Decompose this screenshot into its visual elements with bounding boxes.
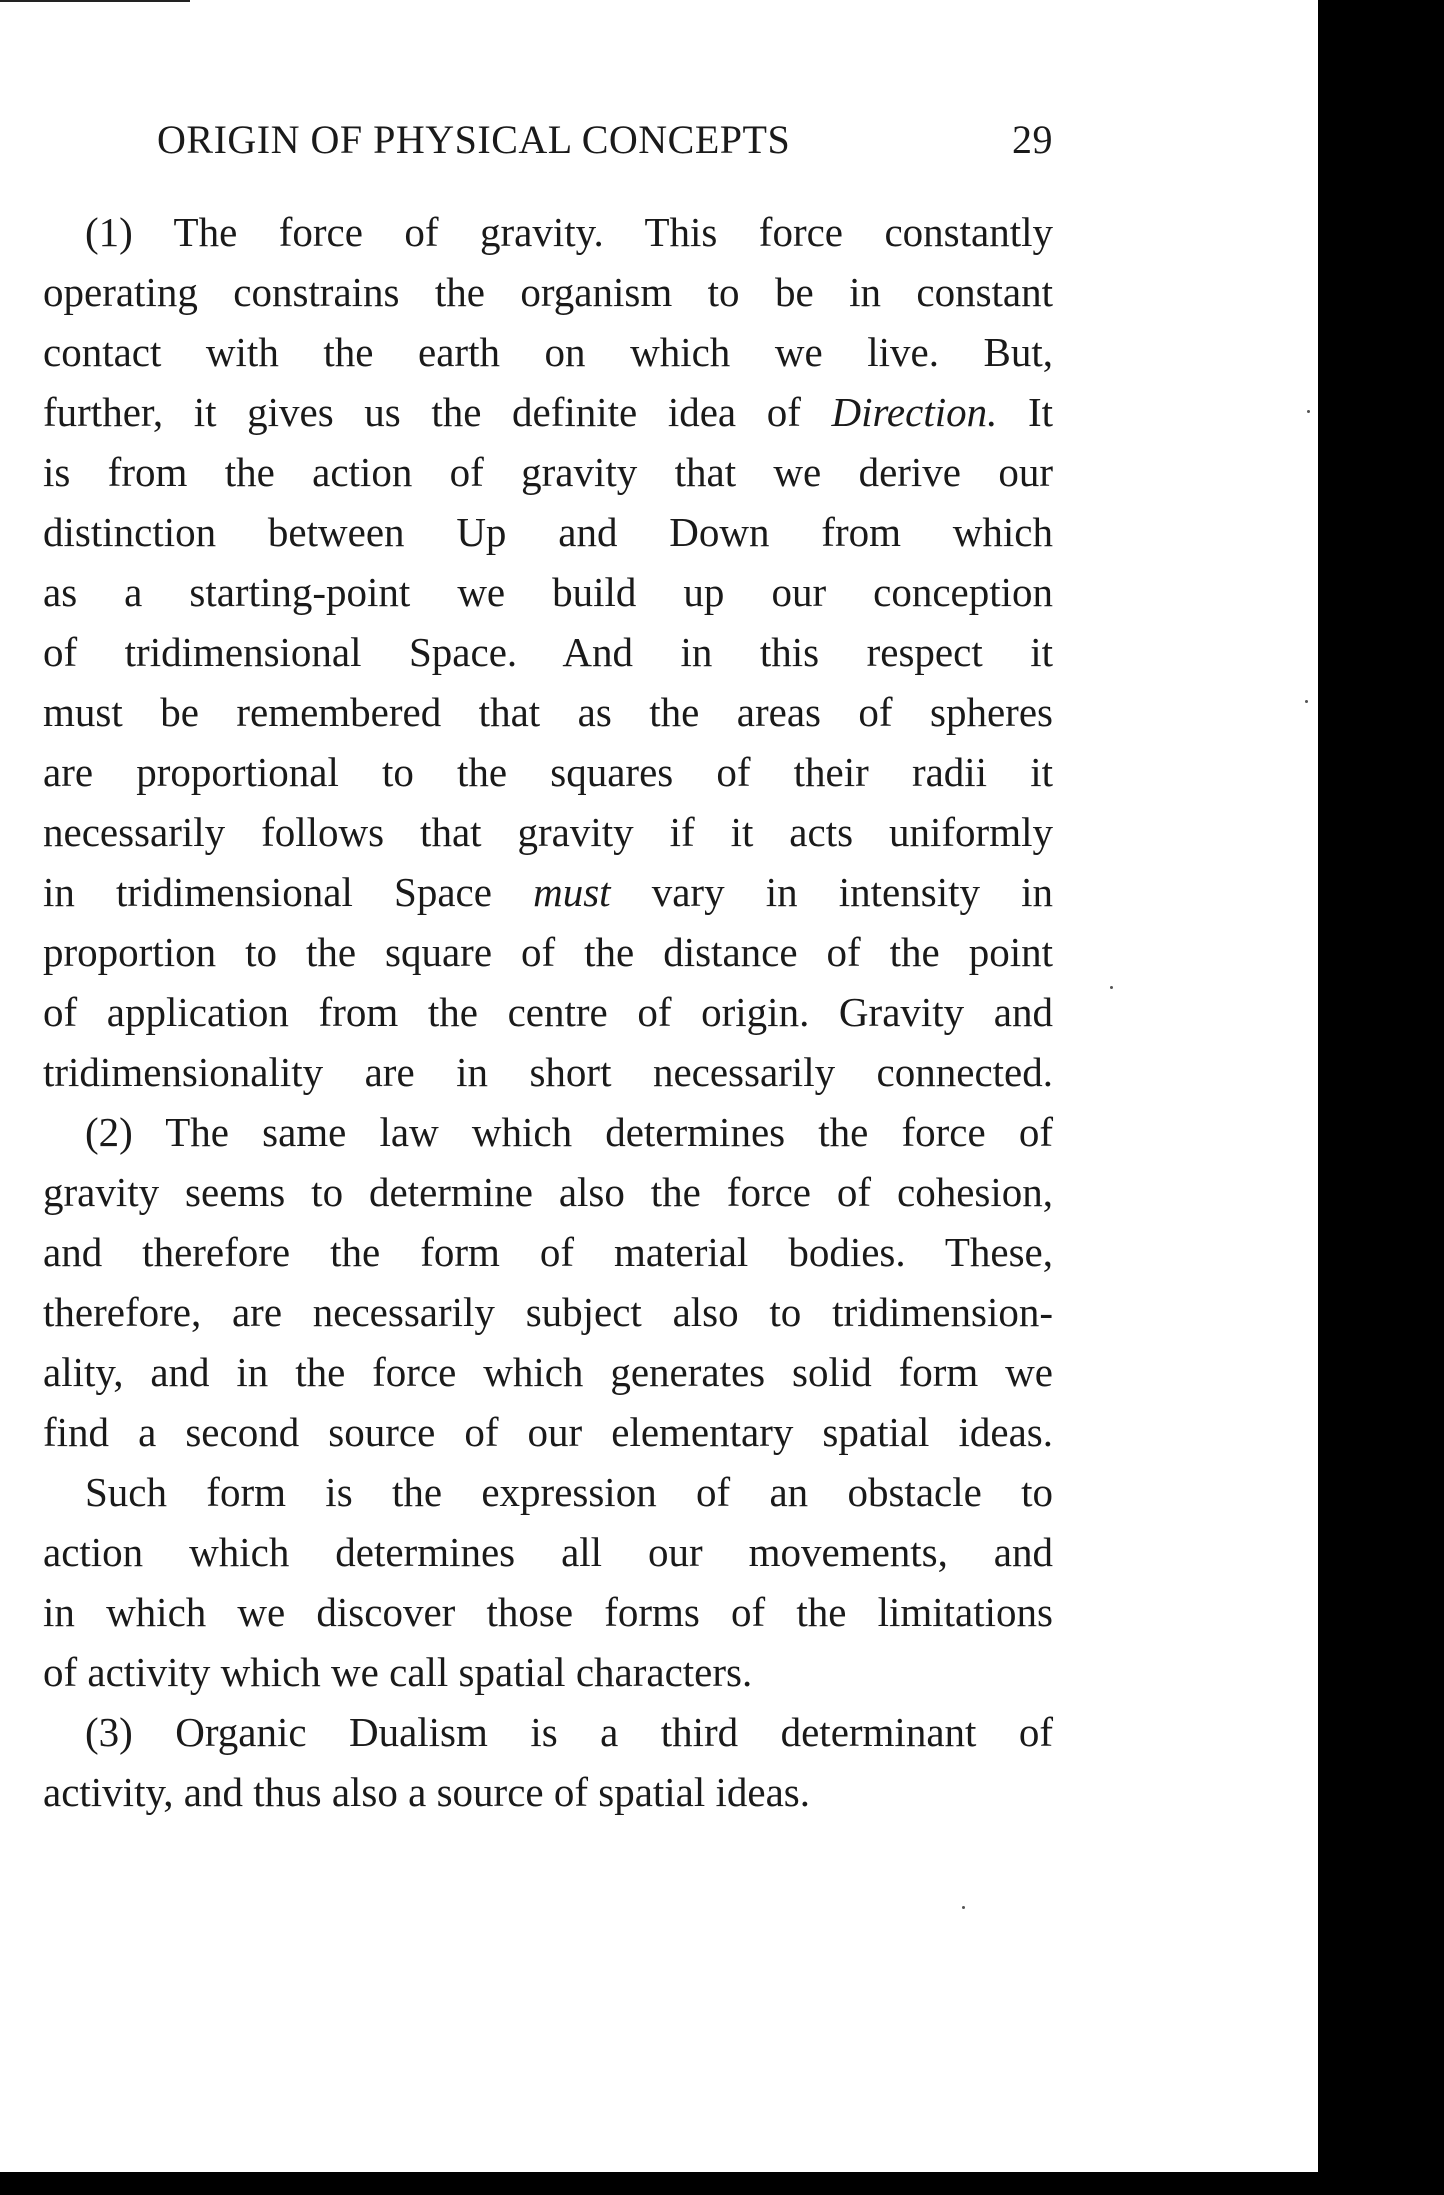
text-fragment: in tridimensional Space: [43, 869, 492, 915]
text-line: of tridimensional Space. And in this respect it: [43, 629, 1053, 675]
scan-edge-right: [1318, 0, 1444, 2195]
text-line: action which determines all our movements, and: [43, 1529, 1053, 1575]
body-text: [43, 202, 1053, 1822]
text-line: (3) Organic Dualism is a third determinant of: [85, 1709, 1053, 1755]
text-line: ality, and in the force which generates solid form we: [43, 1349, 1053, 1395]
text-line: find a second source of our elementary spatial ideas.: [43, 1409, 1053, 1455]
scan-edge-bottom: [0, 2172, 1444, 2195]
text-fragment: It: [1027, 389, 1054, 435]
text-fragment: further, it gives us the definite idea of: [43, 389, 801, 435]
text-line: of application from the centre of origin. Gravity and: [43, 989, 1053, 1035]
text-line: is from the action of gravity that we derive our: [43, 449, 1053, 495]
print-speck: [1305, 700, 1308, 703]
paragraph-2: [43, 1102, 1053, 1462]
top-rule: [0, 0, 190, 2]
page-number: 29: [1012, 117, 1053, 162]
text-line: contact with the earth on which we live. But,: [43, 329, 1053, 375]
print-speck: [1307, 410, 1310, 413]
text-line: of activity which we call spatial characters.: [43, 1649, 753, 1695]
text-line-with-emphasis: [43, 382, 1053, 442]
text-line: gravity seems to determine also the force of cohesion,: [43, 1169, 1053, 1215]
paragraph-3: [43, 1462, 1053, 1702]
paragraph-4: [43, 1702, 1053, 1822]
text-line: and therefore the form of material bodies. These,: [43, 1229, 1053, 1275]
text-line: in which we discover those forms of the limitations: [43, 1589, 1053, 1635]
text-fragment: vary in intensity in: [651, 869, 1054, 915]
text-line: as a starting-point we build up our conception: [43, 569, 1053, 615]
text-line: Such form is the expression of an obstacle to: [85, 1469, 1053, 1515]
text-line: must be remembered that as the areas of spheres: [43, 689, 1053, 735]
text-line: activity, and thus also a source of spatial ideas.: [43, 1769, 811, 1815]
text-line: operating constrains the organism to be in constant: [43, 269, 1053, 315]
text-line: (1) The force of gravity. This force constantly: [85, 209, 1053, 255]
text-line: tridimensionality are in short necessarily connected.: [43, 1049, 1053, 1095]
emphasis-must: must: [533, 869, 611, 915]
print-speck: [962, 1906, 965, 1909]
text-line: proportion to the square of the distance of the point: [43, 929, 1053, 975]
running-title: ORIGIN OF PHYSICAL CONCEPTS: [157, 117, 791, 162]
text-line: (2) The same law which determines the force of: [85, 1109, 1053, 1155]
text-line: are proportional to the squares of their radii it: [43, 749, 1053, 795]
text-line: necessarily follows that gravity if it acts uniformly: [43, 809, 1053, 855]
page-header: [157, 116, 1053, 176]
text-line: distinction between Up and Down from which: [43, 509, 1053, 555]
paragraph-1: [43, 202, 1053, 1102]
print-speck: [1110, 986, 1113, 989]
emphasis-direction: Direction.: [831, 389, 998, 435]
text-line: therefore, are necessarily subject also to tridimension-: [43, 1289, 1053, 1335]
text-line-with-emphasis: [43, 862, 1053, 922]
